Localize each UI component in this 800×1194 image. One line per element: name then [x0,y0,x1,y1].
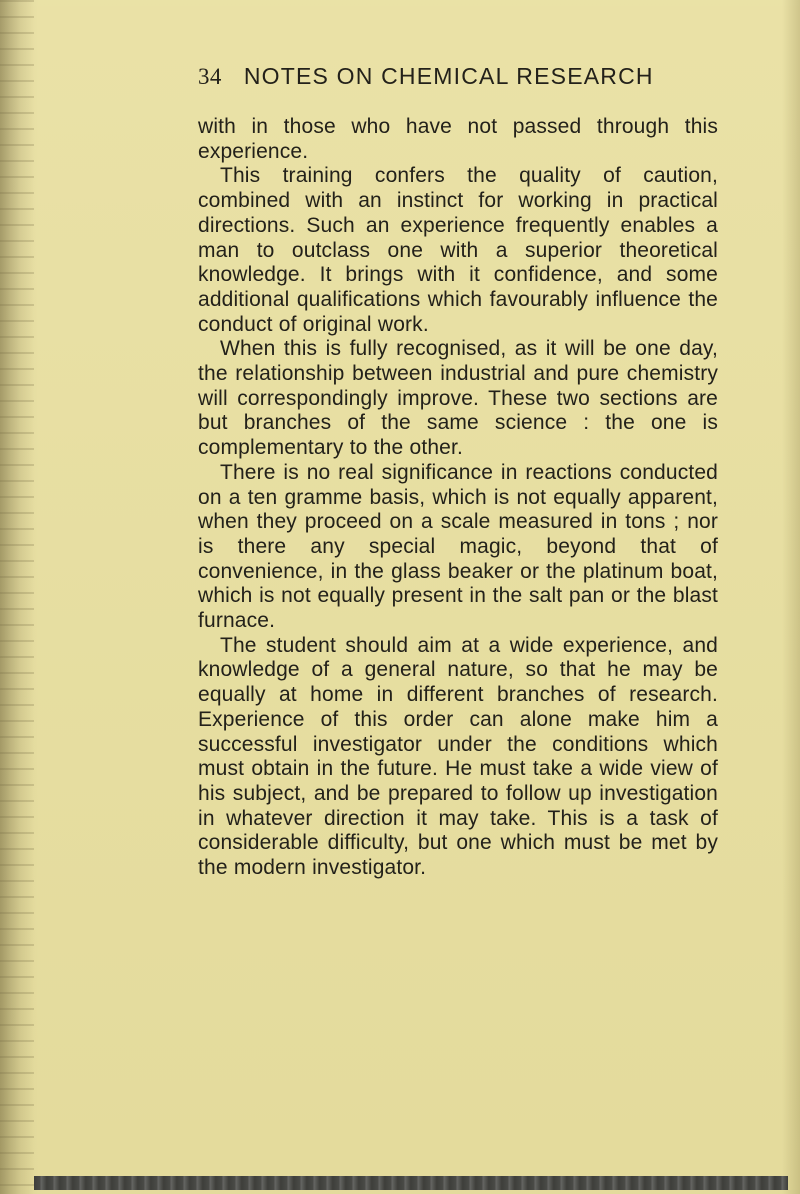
paragraph-3: When this is fully recognised, as it will be one day, the relationship between industrial and pure chemistry will correspondingly improve. These two sections are but branches of the same science : the one is complementary to the other. [198,337,718,460]
running-title: NOTES ON CHEMICAL RESEARCH [243,63,654,89]
page-body [198,115,718,880]
page-number: 34 [198,64,222,89]
paragraph-5: The student should aim at a wide experience, and knowledge of a general nature, so that he may be equally at home in different branches of research. Experience of this order can alone make him a successful investigator under the conditions which must obtain in the future. He must take a wide view of his subject, and be prepared to follow up investigation in whatever direction it may take. This is a task of considerable difficulty, but one which must be met by the modern investigator. [198,633,718,880]
paragraph-1: with in those who have not passed through this experience. [198,115,718,163]
page-edge-shadow [782,0,800,1194]
paragraph-4: There is no real significance in reactions conducted on a ten gramme basis, which is not equally apparent, when they proceed on a scale measured in tons ; nor is there any special magic, beyond that of convenience, in the glass beaker or the platinum boat, which is not equally present in the salt pan or the blast furnace. [198,460,718,633]
paragraph-2: This training confers the quality of caution, combined with an instinct for working in practical directions. Such an experience frequently enables a man to outclass one with a superior theoretical knowledge. It brings with it confidence, and some additional qualifications which favourably influence the conduct of original work. [198,164,718,336]
scan-bottom-bar [34,1176,788,1190]
page-header [198,63,718,103]
page-binding-shadow [0,0,34,1194]
